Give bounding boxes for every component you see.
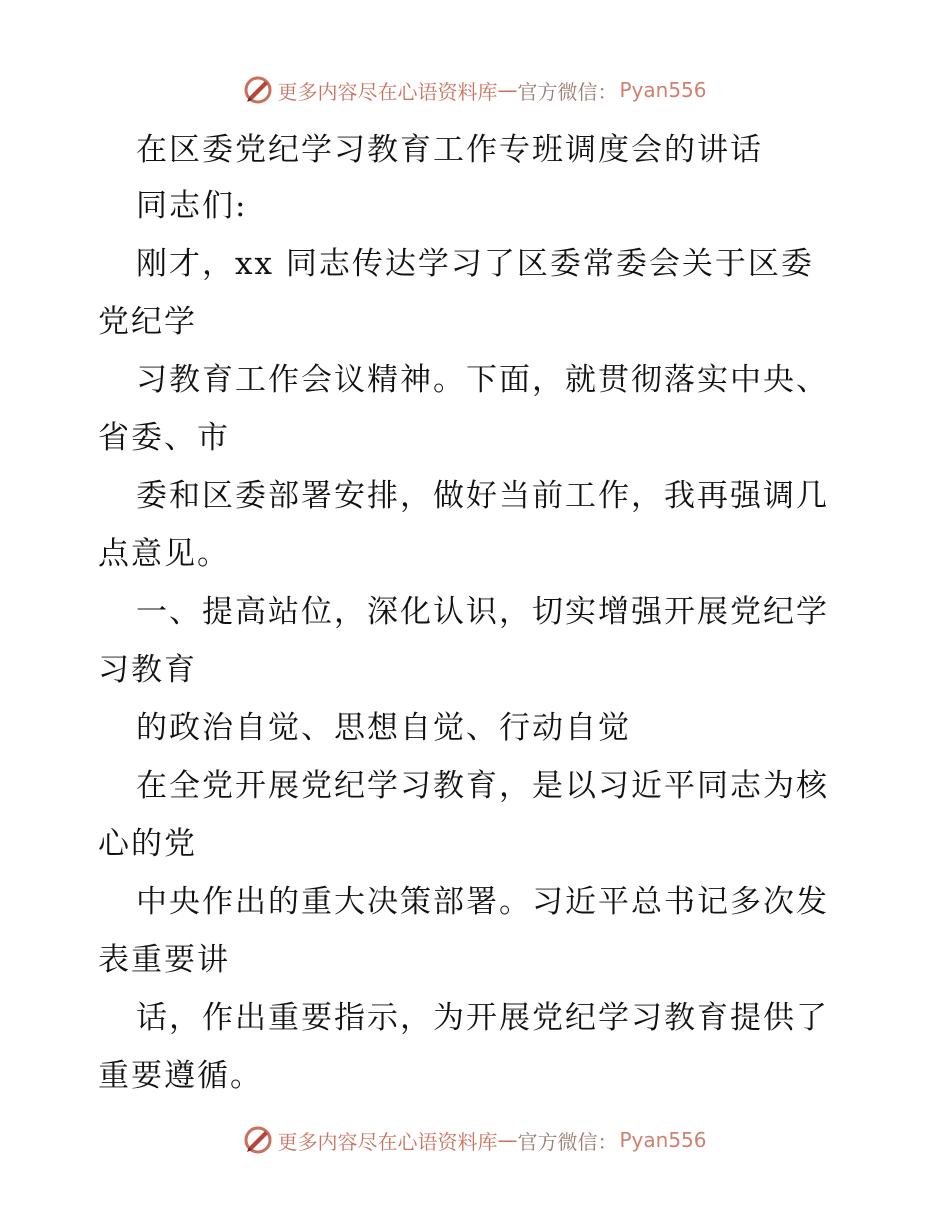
paragraph-line: 中央作出的重大决策部署。习近平总书记多次发	[136, 884, 829, 920]
pen-seal-icon	[243, 1125, 273, 1155]
watermark-wechat-id: Pyan556	[619, 1128, 707, 1152]
watermark-text: 更多内容尽在心语资料库	[277, 1129, 498, 1154]
watermark-official-label: 官方微信：	[517, 1129, 618, 1154]
section-heading-line: 的政治自觉、思想自觉、行动自觉	[136, 710, 631, 746]
paragraph-line: 习教育工作会议精神。下面，就贯彻落实中央、	[136, 362, 829, 398]
salutation: 同志们:	[136, 188, 248, 224]
paragraph-line: 重要遵循。	[98, 1058, 263, 1094]
section-heading-line: 习教育	[98, 652, 197, 688]
paragraph-line: 党纪学	[98, 304, 197, 340]
footer-watermark	[0, 1120, 950, 1160]
pen-seal-icon	[243, 75, 273, 105]
header-watermark	[0, 70, 950, 110]
paragraph-line: 表重要讲	[98, 942, 230, 978]
watermark-wechat-id: Pyan556	[619, 78, 707, 102]
paragraph-line: 省委、市	[98, 420, 230, 456]
watermark-official-label: 官方微信：	[517, 79, 618, 104]
paragraph-line: 心的党	[98, 826, 197, 862]
paragraph-line: 刚才，xx 同志传达学习了区委常委会关于区委	[136, 246, 814, 282]
watermark-dash: —	[497, 1128, 518, 1152]
paragraph-line: 点意见。	[98, 536, 230, 572]
section-heading-line: 一、提高站位，深化认识，切实增强开展党纪学	[136, 594, 829, 630]
watermark-dash: —	[497, 78, 518, 102]
document-title: 在区委党纪学习教育工作专班调度会的讲话	[136, 132, 763, 168]
paragraph-line: 话，作出重要指示，为开展党纪学习教育提供了	[136, 1000, 829, 1036]
paragraph-line: 在全党开展党纪学习教育，是以习近平同志为核	[136, 768, 829, 804]
paragraph-line: 委和区委部署安排，做好当前工作，我再强调几	[136, 478, 829, 514]
watermark-text: 更多内容尽在心语资料库	[277, 79, 498, 104]
